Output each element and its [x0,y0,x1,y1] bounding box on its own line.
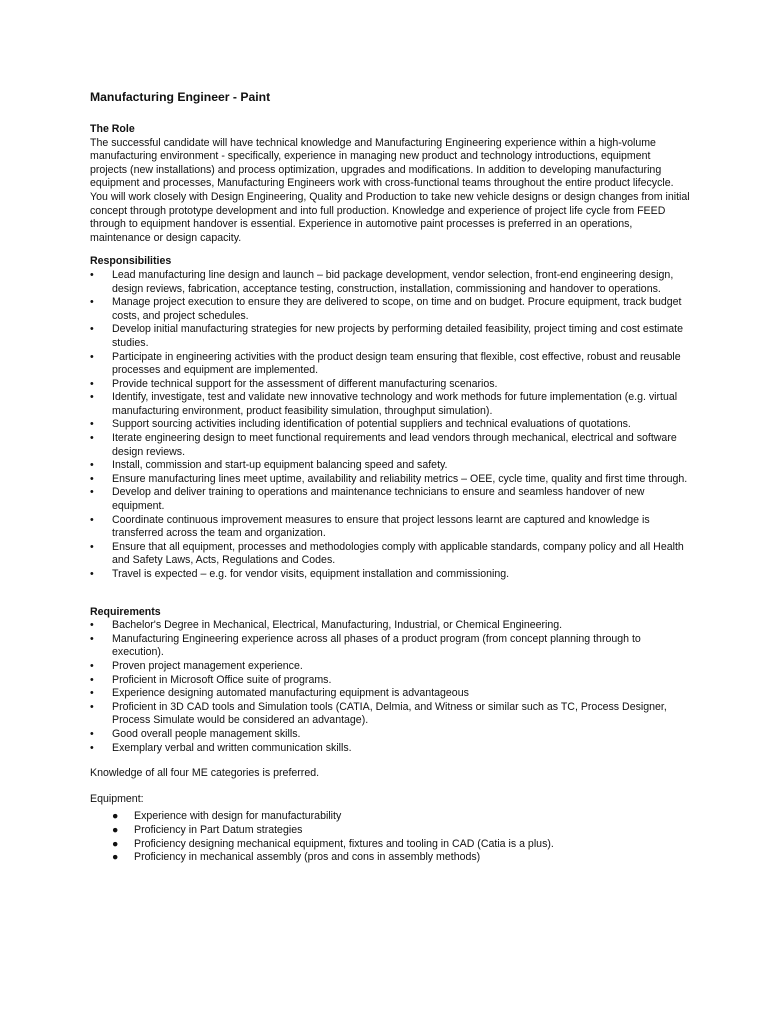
list-item [90,459,690,473]
bullet-icon: • [90,513,94,526]
list-item [90,296,690,323]
document-title [90,90,690,105]
list-item [90,269,690,296]
knowledge-note: Knowledge of all four ME categories is preferred. [90,767,320,780]
list-item-text: Proficient in 3D CAD tools and Simulation tools (CATIA, Delmia, and Witness or similar such as TC, Process Designer, Process Simulate would be considered an advantage). [112,700,667,727]
list-item [90,619,690,633]
list-item-text: Iterate engineering design to meet functional requirements and lead vendors through mechanical, electrical and software design reviews. [112,432,677,458]
bullet-icon: ● [112,837,119,850]
list-item [90,810,690,824]
list-item [90,660,690,674]
list-item-text: Ensure that all equipment, processes and methodologies comply with applicable standards, company policy and all Health and Safety Laws, Acts, Regulations and Codes. [112,540,684,567]
list-item-text: Experience with design for manufacturability [134,810,342,823]
list-item-text: Coordinate continuous improvement measures to ensure that project lessons learnt are captured and knowledge is transferred across the team and organization. [112,513,650,540]
bullet-icon: • [90,619,94,632]
list-item-text: Bachelor's Degree in Mechanical, Electrical, Manufacturing, Industrial, or Chemical Engineering. [112,619,563,632]
requirements-list [90,619,690,755]
list-item [90,486,690,513]
bullet-icon: ● [112,823,119,836]
title-sub: Paint [240,90,271,104]
list-item [90,323,690,350]
bullet-icon: • [90,323,94,336]
list-item-text: Install, commission and start-up equipment balancing speed and safety. [112,459,448,472]
list-item [90,351,690,378]
bullet-icon: • [90,687,94,700]
list-item [90,851,690,865]
list-item [90,701,690,728]
bullet-icon: • [90,377,94,390]
list-item [90,391,690,418]
bullet-icon: • [90,391,94,404]
bullet-icon: • [90,472,94,485]
list-item [90,728,690,742]
list-item-text: Develop initial manufacturing strategies for new projects by performing detailed feasibility, project timing and cost estimate studies. [112,323,683,349]
list-item-text: Participate in engineering activities with the product design team ensuring that flexible, cost effective, robust and reusable processes and equipment are implemented. [112,350,681,377]
list-item [90,418,690,432]
list-item [90,838,690,852]
bullet-icon: • [90,700,94,713]
list-item-text: Ensure manufacturing lines meet uptime, availability and reliability metrics – OEE, cycle time, quality and first time through. [112,472,688,485]
equipment-section [90,793,690,865]
responsibilities-list [90,269,690,582]
bullet-icon: ● [112,851,119,864]
list-item-text: Proficiency in mechanical assembly (pros and cons in assembly methods) [134,851,481,864]
list-item-text: Provide technical support for the assessment of different manufacturing scenarios. [112,377,498,390]
list-item [90,514,690,541]
list-item [90,541,690,568]
list-item-text: Experience designing automated manufacturing equipment is advantageous [112,687,469,700]
bullet-icon: ● [112,810,119,823]
bullet-icon: • [90,432,94,445]
list-item [90,742,690,756]
list-item-text: Proficiency in Part Datum strategies [134,823,303,836]
list-item-text: Support sourcing activities including identification of potential suppliers and technical evaluations of quotations. [112,418,631,431]
bullet-icon: • [90,540,94,553]
bullet-icon: • [90,673,94,686]
equipment-list [90,810,690,864]
equipment-label: Equipment: [90,792,144,805]
responsibilities-heading: Responsibilities [90,255,172,268]
role-paragraph: The successful candidate will have technical knowledge and Manufacturing Engineering experience within a high-volume manufacturing environment - specifically, experience in managing new product and technology introductions, equipment projects (new installations) and process optimization, upgrades and modifications. In addition to developing manufacturing equipment and processes, Manufacturing Engineers work with cross-functional teams throughout the entire product lifecycle. You will work closely with Design Engineering, Quality and Production to take new vehicle designs or design changes from initial concept through prototype development and into full production. Knowledge and experience of project life cycle from FEED through to equipment handover is essential. Experience in automotive paint processes is preferred in an operations, maintenance or design capacity. [90,136,690,244]
list-item-text: Manage project execution to ensure they are delivered to scope, on time and on budget. Procure equipment, track budget costs, and project schedules. [112,296,682,322]
list-item-text: Lead manufacturing line design and launch – bid package development, vendor selection, front-end engineering design, design reviews, fabrication, acceptance testing, construction, installation, commissioning and handover to operations. [112,268,674,295]
list-item-text: Manufacturing Engineering experience across all phases of a product program (from concept planning through to execution). [112,632,641,659]
list-item-text: Identify, investigate, test and validate new innovative technology and work methods for future implementation (e.g. virtual manufacturing environment, product feasibility simulation, throughput simulation). [112,391,678,417]
bullet-icon: • [90,459,94,472]
list-item-text: Proficient in Microsoft Office suite of programs. [112,673,332,686]
list-item [90,473,690,487]
requirements-section [90,606,690,756]
role-heading: The Role [90,123,135,135]
list-item [90,432,690,459]
bullet-icon: • [90,568,94,580]
list-item [90,687,690,701]
document-page [90,90,690,865]
requirements-heading: Requirements [90,605,161,618]
bullet-icon: • [90,632,94,645]
list-item [90,633,690,660]
list-item-text: Proficiency designing mechanical equipment, fixtures and tooling in CAD (Catia is a plus). [134,837,554,850]
list-item-text: Travel is expected – e.g. for vendor visits, equipment installation and commissioning. [112,568,510,580]
role-section [90,123,690,245]
list-item-text: Exemplary verbal and written communication skills. [112,741,352,754]
title-main: Manufacturing Engineer [90,90,230,104]
title-separator: - [229,90,241,104]
list-item [90,568,690,582]
bullet-icon: • [90,741,94,754]
list-item [90,824,690,838]
list-item-text: Develop and deliver training to operations and maintenance technicians to ensure and seamless handover of new equipment. [112,486,645,513]
bullet-icon: • [90,350,94,363]
bullet-icon: • [90,268,94,281]
bullet-icon: • [90,727,94,740]
list-item [90,378,690,392]
responsibilities-section [90,255,690,581]
bullet-icon: • [90,418,94,431]
bullet-icon: • [90,296,94,309]
list-item-text: Good overall people management skills. [112,727,301,740]
list-item-text: Proven project management experience. [112,659,303,672]
bullet-icon: • [90,659,94,672]
list-item [90,674,690,688]
bullet-icon: • [90,486,94,499]
